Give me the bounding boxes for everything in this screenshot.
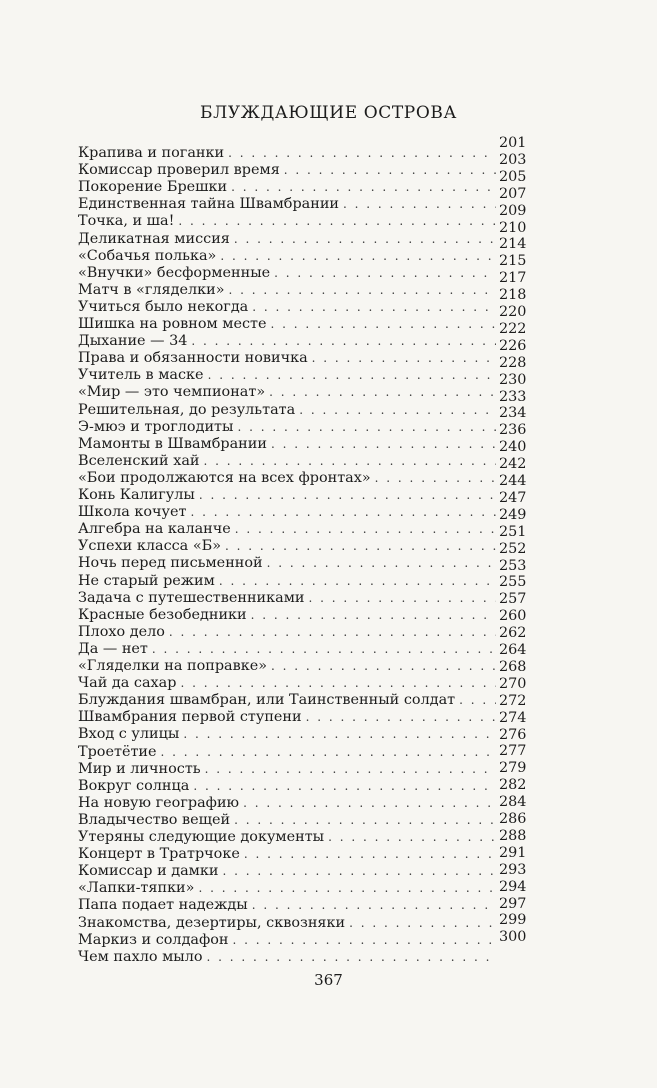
toc-entry-title: Швамбрания первой ступени xyxy=(78,709,302,726)
toc-page-ref: 272 xyxy=(499,692,527,709)
toc-entry xyxy=(78,402,496,419)
toc-page-ref: 209 xyxy=(499,202,527,219)
toc-entry-title: Маркиз и солдафон xyxy=(78,931,229,948)
toc-entry-title: Не старый режим xyxy=(78,572,215,589)
toc-page-ref: 234 xyxy=(499,405,527,422)
toc-page-ref: 249 xyxy=(499,506,527,523)
toc-entry xyxy=(78,932,496,949)
dot-leader xyxy=(269,384,496,401)
toc-page-ref: 226 xyxy=(499,337,527,354)
toc-entry xyxy=(78,761,496,778)
toc-page-ref: 264 xyxy=(499,642,527,658)
toc-entry-title: Решительная, до результата xyxy=(78,401,296,418)
toc-entry xyxy=(78,487,496,504)
dot-leader xyxy=(219,573,496,590)
toc-entry-title: Мамонты в Швамбрании xyxy=(78,435,267,452)
toc-page-ref: 262 xyxy=(499,625,527,642)
toc-entry-title: Троетётие xyxy=(78,743,157,760)
toc-entry xyxy=(78,795,496,812)
toc-entry-title: Чем пахло мыло xyxy=(78,948,203,965)
toc-entry xyxy=(78,829,496,846)
dot-leader xyxy=(284,162,496,179)
dot-leader xyxy=(309,590,497,607)
toc-page-ref: 210 xyxy=(499,219,527,236)
dot-leader xyxy=(193,778,496,795)
toc-page-ref: 230 xyxy=(499,371,527,388)
dot-leader xyxy=(274,265,496,282)
toc-page-ref: 297 xyxy=(499,895,527,912)
dot-leader xyxy=(169,624,496,641)
dot-leader xyxy=(243,795,496,812)
toc-entry-title: «Лапки-тяпки» xyxy=(78,880,195,897)
dot-leader xyxy=(191,333,496,350)
toc-entry xyxy=(78,607,496,624)
toc-page-ref: 236 xyxy=(499,422,527,439)
toc-page-ref: 214 xyxy=(499,236,527,253)
dot-leader xyxy=(233,932,496,949)
toc-entry xyxy=(78,812,496,829)
toc-entry-title: Плохо дело xyxy=(78,623,165,640)
toc-page-ref: 286 xyxy=(499,811,527,827)
dot-leader xyxy=(178,213,496,230)
toc-entry xyxy=(78,897,496,914)
dot-leader xyxy=(204,453,497,470)
toc-entry-title: Комиссар проверил время xyxy=(78,162,280,179)
dot-leader xyxy=(375,470,496,487)
toc-entry xyxy=(78,949,496,966)
toc-entry-title: Права и обязанности новичка xyxy=(78,350,308,367)
toc-entry xyxy=(78,675,496,692)
dot-leader xyxy=(459,692,496,709)
toc-entry-title: Шишка на ровном месте xyxy=(78,316,267,332)
dot-leader xyxy=(299,402,496,419)
dot-leader xyxy=(271,436,496,453)
toc-page-ref: 228 xyxy=(499,354,527,371)
toc-entry-title: Комиссар и дамки xyxy=(78,863,219,880)
toc-page-ref: 299 xyxy=(499,912,527,929)
toc-page-ref: 257 xyxy=(499,591,527,608)
toc-page-ref: 205 xyxy=(499,168,527,185)
toc-entry-title: «Мир — это чемпионат» xyxy=(78,384,266,401)
toc-entry xyxy=(78,504,496,521)
dot-leader xyxy=(228,145,496,162)
toc-entry-title: «Бои продолжаются на всех фронтах» xyxy=(78,469,371,486)
toc-entry-title: Блуждания швамбран, или Таинственный солдат xyxy=(78,692,456,709)
toc-entry-title: Деликатная миссия xyxy=(78,230,230,247)
toc-page-ref: 284 xyxy=(499,794,527,811)
toc-entry-title: Точка, и ша! xyxy=(78,213,175,230)
toc-entry xyxy=(78,179,496,196)
dot-leader xyxy=(312,350,496,367)
toc-entry-title: «Гляделки на поправке» xyxy=(78,658,268,674)
toc-page-ref: 268 xyxy=(499,658,527,675)
toc-entry xyxy=(78,367,496,384)
toc-entry xyxy=(78,453,496,470)
dot-leader xyxy=(207,949,496,966)
dot-leader xyxy=(252,299,496,316)
toc-page-ref: 203 xyxy=(499,151,527,168)
dot-leader xyxy=(234,231,496,248)
toc-entry xyxy=(78,162,496,179)
section-heading: БЛУЖДАЮЩИЕ ОСТРОВА xyxy=(200,103,457,123)
toc-entry xyxy=(78,350,496,367)
toc-page-ref: 300 xyxy=(499,929,527,946)
dot-leader xyxy=(208,367,496,384)
toc-page-ref: 220 xyxy=(499,304,527,320)
toc-entry-title: Крапива и поганки xyxy=(78,145,225,161)
toc-page-ref: 207 xyxy=(499,185,527,202)
toc-entry xyxy=(78,196,496,213)
toc-entry xyxy=(78,624,496,641)
toc-entry xyxy=(78,778,496,795)
dot-leader xyxy=(222,863,496,880)
page-number: 367 xyxy=(314,971,343,989)
toc-entry xyxy=(78,282,496,299)
toc-entry-title: Конь Калигулы xyxy=(78,487,195,503)
dot-leader xyxy=(235,521,496,538)
dot-leader xyxy=(205,761,496,778)
toc-entry-title: Владычество вещей xyxy=(78,811,231,828)
toc-entry-title: Концерт в Тратрчоке xyxy=(78,846,240,863)
toc-entry-title: Успехи класса «Б» xyxy=(78,538,222,555)
toc-entry xyxy=(78,880,496,897)
toc-entry xyxy=(78,333,496,350)
dot-leader xyxy=(220,248,496,265)
toc-page-ref: 251 xyxy=(499,523,527,540)
toc-entry xyxy=(78,538,496,555)
toc-page-ref: 276 xyxy=(499,726,527,743)
toc-page-ref: 270 xyxy=(499,675,527,692)
toc-entry-title: Чай да сахар xyxy=(78,675,177,692)
dot-leader xyxy=(231,179,496,196)
toc-page-ref: 215 xyxy=(499,253,527,270)
dot-leader xyxy=(252,897,496,914)
toc-page-ref: 217 xyxy=(499,270,527,287)
toc-entry-title: Школа кочует xyxy=(78,504,187,521)
toc-entry xyxy=(78,863,496,880)
toc-page-ref: 222 xyxy=(499,320,527,337)
toc-entry-title: Вокруг солнца xyxy=(78,777,190,794)
dot-leader xyxy=(237,419,496,436)
toc-entry xyxy=(78,299,496,316)
toc-entry xyxy=(78,709,496,726)
toc-entry-title: Мир и личность xyxy=(78,760,201,777)
toc-page-ref: 260 xyxy=(499,608,527,625)
toc-page-ref: 293 xyxy=(499,861,527,878)
dot-leader xyxy=(180,675,496,692)
toc-entry-title: Учитель в маске xyxy=(78,367,204,384)
toc-page-ref: 277 xyxy=(499,743,527,760)
toc-entry xyxy=(78,915,496,932)
dot-leader xyxy=(225,538,496,555)
toc-entry xyxy=(78,846,496,863)
toc-entry xyxy=(78,316,496,333)
toc-entry xyxy=(78,384,496,401)
toc-entry-title: Алгебра на каланче xyxy=(78,521,231,538)
toc-entry xyxy=(78,692,496,709)
toc-entry xyxy=(78,248,496,265)
dot-leader xyxy=(198,880,496,897)
toc-entry xyxy=(78,231,496,248)
toc-page-ref: 255 xyxy=(499,574,527,591)
toc-entry-title: Задача с путешественниками xyxy=(78,589,305,606)
dot-leader xyxy=(229,282,496,299)
toc-entry-title: Матч в «гляделки» xyxy=(78,281,225,298)
toc-entry-title: «Внучки» бесформенные xyxy=(78,264,271,281)
toc-entry-title: Единственная тайна Швамбрании xyxy=(78,196,340,213)
toc-entry xyxy=(78,436,496,453)
dot-leader xyxy=(306,709,496,726)
toc-entry-title: Дыхание — 34 xyxy=(78,333,188,350)
toc-entry-title: «Собачья полька» xyxy=(78,247,217,264)
toc-entry xyxy=(78,521,496,538)
toc-entry xyxy=(78,419,496,436)
toc-entry xyxy=(78,573,496,590)
dot-leader xyxy=(191,504,497,521)
toc-page-ref: 242 xyxy=(499,456,527,473)
toc-entry xyxy=(78,213,496,230)
toc-entry-title: Вселенский хай xyxy=(78,452,200,469)
toc-page-ref: 294 xyxy=(499,878,527,895)
toc-entry xyxy=(78,658,496,675)
toc-entry xyxy=(78,265,496,282)
toc-entry-title: На новую географию xyxy=(78,794,240,811)
toc-entry-title: Э-мюэ и троглодиты xyxy=(78,418,234,435)
toc-entry-title: Утеряны следующие документы xyxy=(78,829,325,845)
dot-leader xyxy=(161,744,496,761)
toc-page-ref: 233 xyxy=(499,388,527,405)
dot-leader xyxy=(234,812,496,829)
toc-entry xyxy=(78,555,496,572)
dot-leader xyxy=(267,555,496,572)
toc-page-ref: 240 xyxy=(499,439,527,456)
toc-page-ref: 279 xyxy=(499,760,527,777)
toc-page-ref: 274 xyxy=(499,709,527,726)
toc-entry-title: Вход с улицы xyxy=(78,726,180,743)
dot-leader xyxy=(271,316,496,333)
toc-entry xyxy=(78,145,496,162)
toc-entry xyxy=(78,641,496,658)
toc-entry xyxy=(78,726,496,743)
dot-leader xyxy=(183,726,496,743)
toc-page-ref: 253 xyxy=(499,557,527,574)
toc-page-ref: 288 xyxy=(499,827,527,844)
dot-leader xyxy=(271,658,496,675)
toc-entry-title: Да — нет xyxy=(78,640,148,657)
toc-entry xyxy=(78,470,496,487)
toc-page-ref: 252 xyxy=(499,540,527,557)
toc-entry-title: Папа подает надежды xyxy=(78,897,248,914)
table-of-contents xyxy=(0,135,657,965)
toc-entry-title: Красные безобедники xyxy=(78,606,247,623)
toc-page-ref: 244 xyxy=(499,473,527,489)
dot-leader xyxy=(328,829,496,846)
toc-page-ref: 282 xyxy=(499,777,527,794)
toc-page-ref: 201 xyxy=(499,135,527,151)
dot-leader xyxy=(349,915,496,932)
toc-entry xyxy=(78,744,496,761)
dot-leader xyxy=(343,196,496,213)
toc-entry-title: Знакомства, дезертиры, сквозняки xyxy=(78,914,346,931)
dot-leader xyxy=(251,607,496,624)
toc-entry-title: Ночь перед письменной xyxy=(78,555,263,572)
dot-leader xyxy=(244,846,496,863)
toc-page-ref: 218 xyxy=(499,287,527,304)
dot-leader xyxy=(199,487,496,504)
toc-entry xyxy=(78,590,496,607)
toc-entry-title: Учиться было некогда xyxy=(78,298,249,315)
toc-entry-title: Покорение Брешки xyxy=(78,179,228,196)
toc-page-ref: 247 xyxy=(499,489,527,506)
dot-leader xyxy=(152,641,496,658)
toc-page-ref: 291 xyxy=(499,844,527,861)
